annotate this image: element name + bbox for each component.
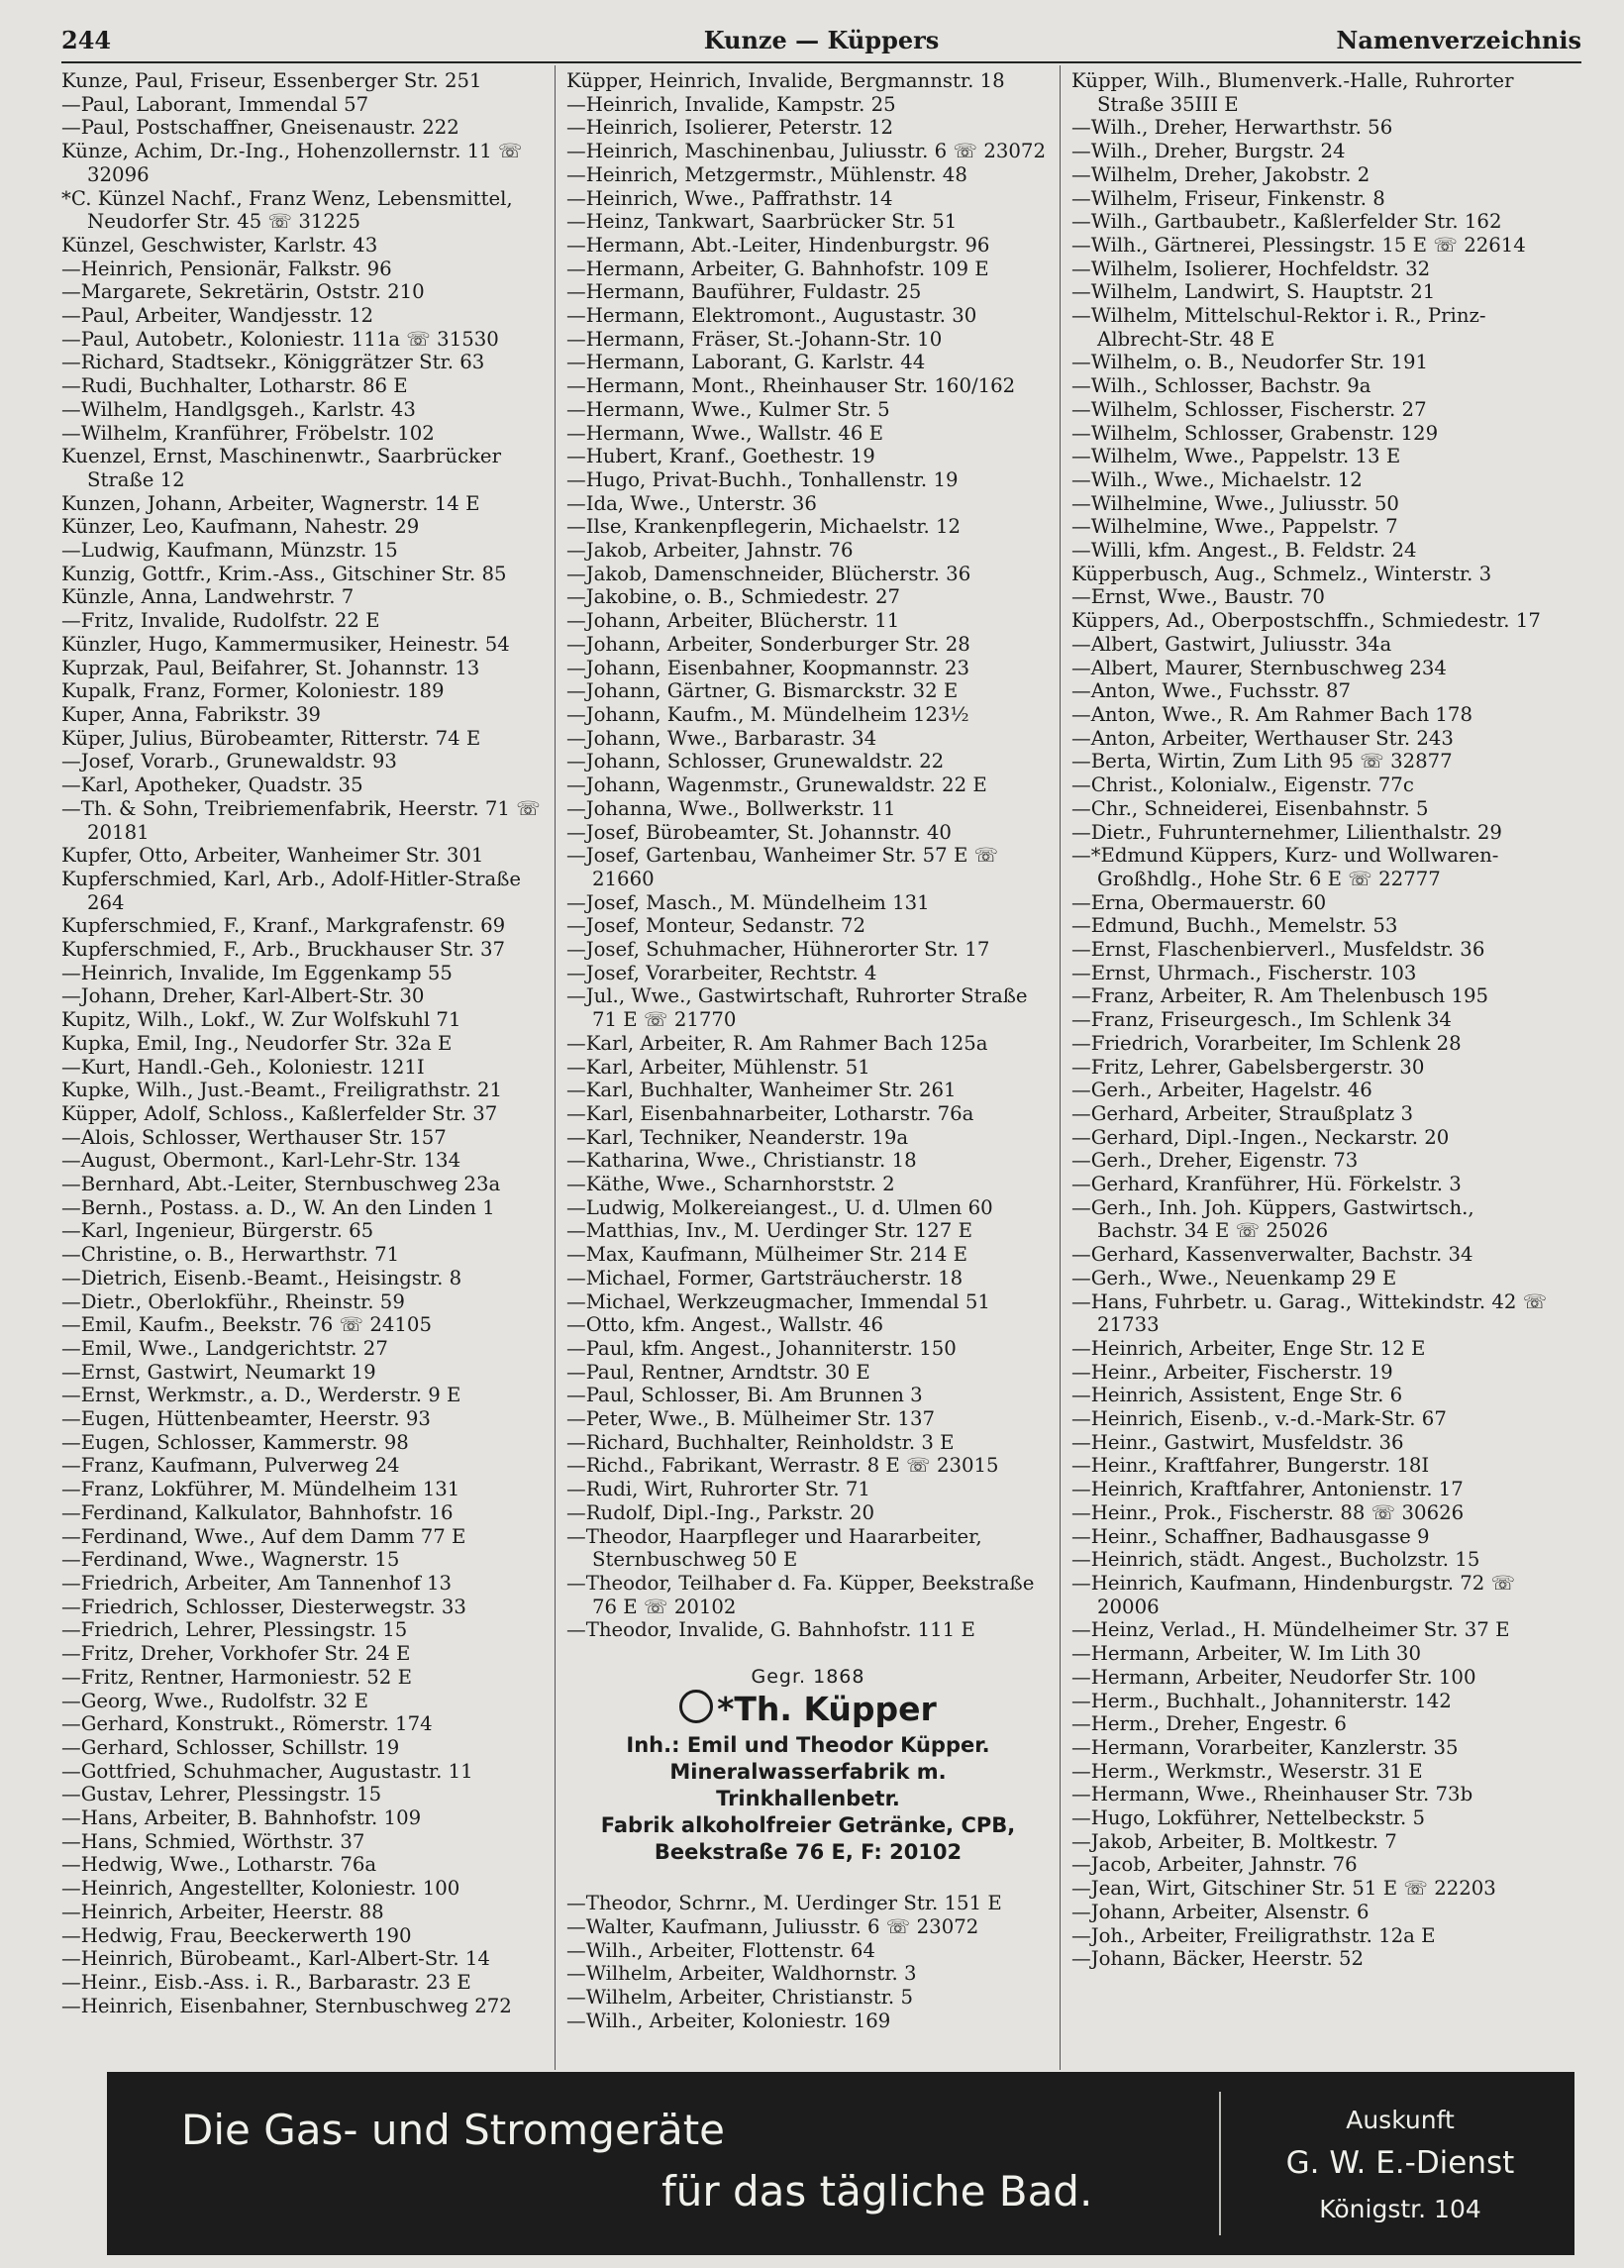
directory-entry: —Anton, Wwe., Fuchsstr. 87 — [1071, 679, 1352, 703]
directory-entry: Künzer, Leo, Kaufmann, Nahestr. 29 — [61, 515, 420, 539]
column-divider — [1060, 65, 1061, 2070]
directory-entry: —Heinrich, Bürobeamt., Karl-Albert-Str. 14 — [61, 1947, 490, 1971]
directory-entry: —Gerhard, Konstrukt., Römerstr. 174 — [61, 1712, 433, 1736]
ad-established: Gegr. 1868 — [751, 1666, 865, 1689]
directory-entry: —Heinrich, Eisenb., v.-d.-Mark-Str. 67 — [1071, 1407, 1447, 1431]
directory-entry: —Katharina, Wwe., Christianstr. 18 — [566, 1149, 917, 1173]
page-header — [61, 20, 1581, 63]
directory-entry: —Gustav, Lehrer, Plessingstr. 15 — [61, 1783, 382, 1806]
directory-entry: —August, Obermont., Karl-Lehr-Str. 134 — [61, 1149, 461, 1173]
directory-entry: —Gerhard, Kranführer, Hü. Förkelstr. 3 — [1071, 1173, 1462, 1196]
directory-entry: —Josef, Masch., M. Mündelheim 131 — [566, 890, 930, 914]
directory-entry: —Wilh., Arbeiter, Koloniestr. 169 — [566, 2009, 891, 2032]
directory-entry: —Anton, Wwe., R. Am Rahmer Bach 178 — [1071, 702, 1472, 726]
page-number: 244 — [61, 26, 112, 54]
directory-entry: —Heinrich, Maschinenbau, Juliusstr. 6 ☏ 23072 — [566, 140, 1046, 163]
directory-entry: Künzle, Anna, Landwehrstr. 7 — [61, 585, 355, 609]
directory-entry: —Rudi, Buchhalter, Lotharstr. 86 E — [61, 374, 408, 398]
directory-entry: —Albert, Gastwirt, Juliusstr. 34a — [1071, 632, 1392, 656]
directory-entry: —Ernst, Gastwirt, Neumarkt 19 — [61, 1360, 376, 1384]
directory-entry: —Johann, Arbeiter, Blücherstr. 11 — [566, 609, 900, 633]
directory-entry: —Fritz, Lehrer, Gabelsbergerstr. 30 — [1071, 1055, 1425, 1079]
directory-entry: —Eugen, Schlosser, Kammerstr. 98 — [61, 1430, 409, 1454]
directory-entry: —Johann, Bäcker, Heerstr. 52 — [1071, 1947, 1365, 1971]
directory-entry: Kuenzel, Ernst, Maschinenwtr., Saarbrücker Straße 12 — [61, 445, 501, 491]
directory-entry: —Johann, Dreher, Karl-Albert-Str. 30 — [61, 984, 425, 1008]
directory-entry: —Walter, Kaufmann, Juliusstr. 6 ☏ 23072 — [566, 1914, 979, 1938]
directory-entry: —Karl, Arbeiter, Mühlenstr. 51 — [566, 1055, 870, 1079]
directory-entry: —Ernst, Flaschenbierverl., Musfeldstr. 36 — [1071, 938, 1485, 962]
directory-entry: —Richard, Buchhalter, Reinholdstr. 3 E — [566, 1430, 955, 1454]
directory-entry: —Gerhard, Arbeiter, Straußplatz 3 — [1071, 1101, 1414, 1125]
directory-entry: —Otto, kfm. Angest., Wallstr. 46 — [566, 1313, 884, 1337]
directory-entry: —Heinr., Eisb.-Ass. i. R., Barbarastr. 23 E — [61, 1970, 471, 1994]
directory-entry: —Heinrich, Isolierer, Peterstr. 12 — [566, 116, 894, 140]
directory-entry: —Heinr., Schaffner, Badhausgasse 9 — [1071, 1524, 1430, 1548]
directory-entry: —Paul, Autobetr., Koloniestr. 111a ☏ 31530 — [61, 327, 499, 351]
directory-entry: —Heinrich, Assistent, Enge Str. 6 — [1071, 1384, 1403, 1407]
directory-entry: —Karl, Techniker, Neanderstr. 19a — [566, 1125, 909, 1149]
directory-entry: —Josef, Vorarb., Grunewaldstr. 93 — [61, 750, 397, 773]
directory-entry: —Heinrich, Metzgermstr., Mühlenstr. 48 — [566, 162, 967, 186]
directory-entry: —Hugo, Privat-Buchh., Tonhallenstr. 19 — [566, 467, 959, 491]
directory-entry: —Friedrich, Vorarbeiter, Im Schlenk 28 — [1071, 1031, 1462, 1055]
directory-entry: Küper, Julius, Bürobeamter, Ritterstr. 74 E — [61, 726, 481, 750]
directory-entry: —Rudolf, Dipl.-Ing., Parkstr. 20 — [566, 1500, 875, 1524]
column-2-entries-bottom — [566, 1892, 1050, 2032]
directory-entry: —Fritz, Invalide, Rudolfstr. 22 E — [61, 609, 380, 633]
directory-entry: —Heinrich, Wwe., Paffrathstr. 14 — [566, 186, 893, 210]
directory-entry: Kunze, Paul, Friseur, Essenberger Str. 251 — [61, 69, 482, 92]
directory-entry: —Ludwig, Molkereiangest., U. d. Ulmen 60 — [566, 1195, 993, 1219]
directory-entry: —Paul, Postschaffner, Gneisenaustr. 222 — [61, 116, 459, 140]
directory-entry: —Wilhelm, Kranführer, Fröbelstr. 102 — [61, 421, 435, 445]
directory-entry: —Rudi, Wirt, Ruhrorter Str. 71 — [566, 1478, 870, 1501]
directory-entry: —Albert, Maurer, Sternbuschweg 234 — [1071, 656, 1447, 679]
directory-entry: —Karl, Eisenbahnarbeiter, Lotharstr. 76a — [566, 1101, 974, 1125]
directory-entry: Kupke, Wilh., Just.-Beamt., Freiligrathstr. 21 — [61, 1079, 503, 1102]
column-1-entries — [61, 69, 545, 2017]
directory-entry: Küpper, Adolf, Schloss., Kaßlerfelder Str. 37 — [61, 1101, 498, 1125]
directory-entry: —Hermann, Laborant, G. Karlstr. 44 — [566, 351, 926, 374]
directory-entry: —Heinr., Kraftfahrer, Bungerstr. 18I — [1071, 1454, 1430, 1478]
directory-entry: —Gerh., Dreher, Eigenstr. 73 — [1071, 1149, 1359, 1173]
directory-entry: Kupferschmied, F., Arb., Bruckhauser Str. 37 — [61, 938, 506, 962]
directory-entry: —Jakobine, o. B., Schmiedestr. 27 — [566, 585, 901, 609]
directory-entry: —Edmund, Buchh., Memelstr. 53 — [1071, 914, 1398, 938]
directory-entry: —Paul, Arbeiter, Wandjesstr. 12 — [61, 304, 374, 328]
directory-entry: —Franz, Kaufmann, Pulverweg 24 — [61, 1454, 400, 1478]
directory-entry: —Jean, Wirt, Gitschiner Str. 51 E ☏ 22203 — [1071, 1877, 1496, 1901]
directory-entry: —Dietr., Fuhrunternehmer, Lilienthalstr. 29 — [1071, 820, 1502, 844]
directory-entry: —Gerh., Inh. Joh. Küppers, Gastwirtsch., Bachstr. 34 E ☏ 25026 — [1071, 1195, 1474, 1243]
directory-entry: —Hermann, Arbeiter, Neudorfer Str. 100 — [1071, 1665, 1476, 1689]
directory-entry: —Karl, Apotheker, Quadstr. 35 — [61, 773, 363, 797]
directory-entry: —Ferdinand, Wwe., Auf dem Damm 77 E — [61, 1524, 466, 1548]
directory-entry: —Bernh., Postass. a. D., W. An den Linden 1 — [61, 1195, 495, 1219]
directory-entry: —Karl, Ingenieur, Bürgerstr. 65 — [61, 1219, 374, 1243]
directory-entry: —*Edmund Küppers, Kurz- und Wollwaren-Großhdlg., Hohe Str. 6 E ☏ 22777 — [1071, 844, 1499, 890]
banner-divider — [1219, 2092, 1221, 2235]
directory-entry: —Emil, Kaufm., Beekstr. 76 ☏ 24105 — [61, 1313, 432, 1337]
directory-entry: —Ludwig, Kaufmann, Münzstr. 15 — [61, 539, 398, 563]
directory-entry: —Jakob, Arbeiter, Jahnstr. 76 — [566, 539, 854, 563]
directory-entry: —Hermann, Abt.-Leiter, Hindenburgstr. 96 — [566, 233, 990, 257]
directory-entry: —Theodor, Schrnr., M. Uerdinger Str. 151 E — [566, 1892, 1002, 1915]
directory-entry: —Margarete, Sekretärin, Oststr. 210 — [61, 280, 425, 304]
directory-entry: —Ilse, Krankenpflegerin, Michaelstr. 12 — [566, 515, 962, 539]
directory-entry: —Paul, Schlosser, Bi. Am Brunnen 3 — [566, 1384, 923, 1407]
directory-entry: —Wilh., Wwe., Michaelstr. 12 — [1071, 467, 1363, 491]
directory-entry: Kupferschmied, F., Kranf., Markgrafenstr. 69 — [61, 914, 506, 938]
directory-entry: Künze, Achim, Dr.-Ing., Hohenzollernstr. 11 ☏ 32096 — [61, 140, 523, 186]
directory-entry: Kuprzak, Paul, Beifahrer, St. Johannstr. 13 — [61, 656, 480, 679]
directory-entry: —Heinrich, Arbeiter, Heerstr. 88 — [61, 1900, 384, 1923]
directory-entry: —Gerh., Arbeiter, Hagelstr. 46 — [1071, 1079, 1372, 1102]
directory-entry: —Paul, Rentner, Arndtstr. 30 E — [566, 1360, 870, 1384]
directory-entry: —Johann, Eisenbahner, Koopmannstr. 23 — [566, 656, 970, 679]
directory-entry: —Christ., Kolonialw., Eigenstr. 77c — [1071, 773, 1414, 797]
advertisement-th-kuepper — [586, 1666, 1030, 1866]
directory-entry: —Gerhard, Kassenverwalter, Bachstr. 34 — [1071, 1243, 1473, 1267]
directory-entry: Küpper, Wilh., Blumenverk.-Halle, Ruhrorter Straße 35III E — [1071, 69, 1514, 116]
directory-entry: —Paul, Laborant, Immendal 57 — [61, 92, 369, 116]
directory-entry: —Wilhelm, Mittelschul-Rektor i. R., Prinz-Albrecht-Str. 48 E — [1071, 304, 1486, 351]
directory-entry: —Hermann, Wwe., Kulmer Str. 5 — [566, 397, 890, 421]
directory-entry: —Christine, o. B., Herwarthstr. 71 — [61, 1243, 400, 1267]
column-2-entries-top — [566, 69, 1050, 1642]
directory-entry: —Wilhelm, Dreher, Jakobstr. 2 — [1071, 162, 1370, 186]
directory-entry: Küppers, Ad., Oberpostschffn., Schmiedestr. 17 — [1071, 609, 1541, 633]
directory-entry: —Wilh., Gärtnerei, Plessingstr. 15 E ☏ 22614 — [1071, 233, 1526, 257]
directory-entry: —Erna, Obermauerstr. 60 — [1071, 890, 1327, 914]
directory-entry: —Alois, Schlosser, Werthauser Str. 157 — [61, 1125, 447, 1149]
emblem-icon — [679, 1690, 713, 1723]
directory-entry: —Dietrich, Eisenb.-Beamt., Heisingstr. 8 — [61, 1266, 462, 1289]
directory-entry: —Gerhard, Schlosser, Schillstr. 19 — [61, 1735, 400, 1759]
directory-entry: —Heinrich, Kaufmann, Hindenburgstr. 72 ☏ 20006 — [1071, 1572, 1516, 1618]
directory-entry: —Franz, Lokführer, M. Mündelheim 131 — [61, 1478, 460, 1501]
directory-entry: —Bernhard, Abt.-Leiter, Sternbuschweg 23a — [61, 1173, 501, 1196]
directory-entry: —Wilh., Dreher, Herwarthstr. 56 — [1071, 116, 1393, 140]
directory-entry: —Dietr., Oberlokführ., Rheinstr. 59 — [61, 1289, 405, 1313]
directory-entry: —Wilhelm, Handlgsgeh., Karlstr. 43 — [61, 397, 416, 421]
directory-entry: —Willi, kfm. Angest., B. Feldstr. 24 — [1071, 539, 1417, 563]
directory-entry: —Heinr., Gastwirt, Musfeldstr. 36 — [1071, 1430, 1404, 1454]
directory-entry: —Wilh., Gartbaubetr., Kaßlerfelder Str. 162 — [1071, 210, 1502, 234]
directory-entry: —Berta, Wirtin, Zum Lith 95 ☏ 32877 — [1071, 750, 1453, 773]
ad-line-1: Mineralwasserfabrik m. Trinkhallenbetr. — [669, 1760, 947, 1811]
directory-entry: —Hermann, Mont., Rheinhauser Str. 160/162 — [566, 374, 1016, 398]
directory-entry: —Wilhelm, Landwirt, S. Hauptstr. 21 — [1071, 280, 1436, 304]
directory-entry: —Franz, Friseurgesch., Im Schlenk 34 — [1071, 1008, 1452, 1032]
directory-entry: —Fritz, Dreher, Vorkhofer Str. 24 E — [61, 1642, 411, 1666]
directory-entry: —Josef, Schuhmacher, Hühnerorter Str. 17 — [566, 938, 990, 962]
directory-entry: —Heinrich, Kraftfahrer, Antonienstr. 17 — [1071, 1478, 1464, 1501]
directory-entry: —Wilhelm, Friseur, Finkenstr. 8 — [1071, 186, 1385, 210]
directory-entry: *C. Künzel Nachf., Franz Wenz, Lebensmittel, Neudorfer Str. 45 ☏ 31225 — [61, 186, 513, 234]
directory-entry: —Michael, Werkzeugmacher, Immendal 51 — [566, 1289, 990, 1313]
directory-entry: —Hans, Arbeiter, B. Bahnhofstr. 109 — [61, 1806, 422, 1830]
directory-entry: —Hermann, Wwe., Wallstr. 46 E — [566, 421, 884, 445]
section-title: Namenverzeichnis — [1336, 26, 1581, 54]
directory-entry: —Friedrich, Schlosser, Diesterwegstr. 33 — [61, 1595, 466, 1618]
directory-entry: —Hermann, Vorarbeiter, Kanzlerstr. 35 — [1071, 1735, 1459, 1759]
directory-entry: Künzel, Geschwister, Karlstr. 43 — [61, 233, 378, 257]
directory-entry: —Emil, Wwe., Landgerichtstr. 27 — [61, 1336, 388, 1360]
directory-entry: Küpper, Heinrich, Invalide, Bergmannstr. 18 — [566, 69, 1005, 92]
ad-line-2: Fabrik alkoholfreier Getränke, CPB, — [600, 1813, 1016, 1838]
directory-entry: —Herm., Buchhalt., Johanniterstr. 142 — [1071, 1689, 1452, 1712]
directory-entry: —Jakob, Arbeiter, B. Moltkestr. 7 — [1071, 1829, 1397, 1853]
directory-entry: Kupka, Emil, Ing., Neudorfer Str. 32a E — [61, 1031, 453, 1055]
directory-entry: —Johann, Wagenmstr., Grunewaldstr. 22 E — [566, 773, 987, 797]
directory-entry: —Herm., Werkmstr., Weserstr. 31 E — [1071, 1759, 1423, 1783]
directory-entry: —Theodor, Haarpfleger und Haararbeiter, Sternbuschweg 50 E — [566, 1524, 982, 1572]
directory-entry: —Heinrich, Pensionär, Falkstr. 96 — [61, 257, 392, 280]
directory-entry: —Friedrich, Arbeiter, Am Tannenhof 13 — [61, 1572, 453, 1595]
directory-entry: Küpperbusch, Aug., Schmelz., Winterstr. 3 — [1071, 562, 1492, 585]
directory-entry: —Johann, Wwe., Barbarastr. 34 — [566, 726, 877, 750]
directory-entry: —Wilhelm, o. B., Neudorfer Str. 191 — [1071, 351, 1429, 374]
directory-entry: —Friedrich, Lehrer, Plessingstr. 15 — [61, 1618, 408, 1642]
directory-entry: Kunzen, Johann, Arbeiter, Wagnerstr. 14 E — [61, 491, 480, 515]
directory-entry: —Franz, Arbeiter, R. Am Thelenbusch 195 — [1071, 984, 1489, 1008]
directory-entry: —Ernst, Wwe., Baustr. 70 — [1071, 585, 1325, 609]
directory-entry: —Heinz, Verlad., H. Mündelheimer Str. 37 E — [1071, 1618, 1510, 1642]
directory-entry: —Hans, Fuhrbetr. u. Garag., Wittekindstr. 42 ☏ 21733 — [1071, 1289, 1548, 1337]
directory-entry: —Hedwig, Wwe., Lotharstr. 76a — [61, 1853, 377, 1877]
column-3 — [1071, 69, 1555, 2066]
directory-entry: —Georg, Wwe., Rudolfstr. 32 E — [61, 1689, 368, 1712]
banner-line-1: Die Gas- und Stromgeräte — [181, 2106, 726, 2154]
directory-entry: —Ernst, Uhrmach., Fischerstr. 103 — [1071, 961, 1417, 984]
directory-entry: —Wilhelm, Wwe., Pappelstr. 13 E — [1071, 445, 1401, 468]
ad-firm-name — [586, 1690, 1030, 1728]
directory-entry: —Hermann, Elektromont., Augustastr. 30 — [566, 304, 977, 328]
directory-entry: —Richard, Stadtsekr., Königgrätzer Str. 63 — [61, 351, 485, 374]
directory-entry: —Heinrich, Eisenbahner, Sternbuschweg 272 — [61, 1994, 512, 2017]
directory-entry: —Johanna, Wwe., Bollwerkstr. 11 — [566, 796, 896, 820]
directory-entry: Kunzig, Gottfr., Krim.-Ass., Gitschiner Str. 85 — [61, 562, 507, 585]
directory-entry: —Wilhelm, Arbeiter, Christianstr. 5 — [566, 1985, 913, 2009]
directory-entry: —Wilhelm, Schlosser, Fischerstr. 27 — [1071, 397, 1427, 421]
directory-entry: —Wilhelm, Arbeiter, Waldhornstr. 3 — [566, 1962, 917, 1986]
directory-entry: —Matthias, Inv., M. Uerdinger Str. 127 E — [566, 1219, 972, 1243]
directory-entry: —Peter, Wwe., B. Mülheimer Str. 137 — [566, 1407, 936, 1431]
directory-entry: Künzler, Hugo, Kammermusiker, Heinestr. 54 — [61, 632, 510, 656]
directory-entry: —Eugen, Hüttenbeamter, Heerstr. 93 — [61, 1407, 431, 1431]
directory-entry: —Heinrich, Arbeiter, Enge Str. 12 E — [1071, 1336, 1426, 1360]
directory-entry: —Heinrich, Invalide, Kampstr. 25 — [566, 92, 896, 116]
directory-entry: —Wilhelm, Isolierer, Hochfeldstr. 32 — [1071, 257, 1431, 280]
directory-entry: Kupitz, Wilh., Lokf., W. Zur Wolfskuhl 71 — [61, 1008, 461, 1032]
directory-entry: —Käthe, Wwe., Scharnhorststr. 2 — [566, 1173, 895, 1196]
directory-entry: —Hermann, Bauführer, Fuldastr. 25 — [566, 280, 922, 304]
directory-entry: —Wilhelm, Schlosser, Grabenstr. 129 — [1071, 421, 1439, 445]
running-head: Kunze — Küppers — [703, 26, 940, 54]
directory-entry: —Johann, Arbeiter, Alsenstr. 6 — [1071, 1900, 1370, 1923]
directory-entry: Kupferschmied, Karl, Arb., Adolf-Hitler-Straße 264 — [61, 867, 522, 914]
directory-entry: —Johann, Arbeiter, Sonderburger Str. 28 — [566, 632, 970, 656]
directory-entry: —Theodor, Invalide, G. Bahnhofstr. 111 E — [566, 1618, 975, 1642]
directory-entry: —Hedwig, Frau, Beeckerwerth 190 — [61, 1923, 412, 1947]
directory-entry: —Jacob, Arbeiter, Jahnstr. 76 — [1071, 1853, 1358, 1877]
directory-entry: —Karl, Buchhalter, Wanheimer Str. 261 — [566, 1079, 957, 1102]
directory-entry: —Heinrich, Angestellter, Koloniestr. 100 — [61, 1877, 460, 1901]
banner-line-2: für das tägliche Bad. — [661, 2167, 1093, 2216]
directory-entry: —Theodor, Teilhaber d. Fa. Küpper, Beekstraße 76 E ☏ 20102 — [566, 1572, 1035, 1618]
banner-address: Königstr. 104 — [1319, 2195, 1481, 2223]
column-2 — [566, 69, 1050, 2066]
directory-entry: —Jakob, Damenschneider, Blücherstr. 36 — [566, 562, 971, 585]
directory-entry: Kuper, Anna, Fabrikstr. 39 — [61, 702, 321, 726]
directory-entry: —Ferdinand, Wwe., Wagnerstr. 15 — [61, 1548, 400, 1572]
directory-entry: —Johann, Schlosser, Grunewaldstr. 22 — [566, 750, 945, 773]
directory-entry: —Wilhelmine, Wwe., Juliusstr. 50 — [1071, 491, 1399, 515]
directory-entry: —Heinrich, Invalide, Im Eggenkamp 55 — [61, 961, 453, 984]
directory-entry: —Josef, Gartenbau, Wanheimer Str. 57 E ☏ 21660 — [566, 844, 999, 890]
directory-entry: —Herm., Dreher, Engestr. 6 — [1071, 1712, 1347, 1736]
directory-entry: —Gerh., Wwe., Neuenkamp 29 E — [1071, 1266, 1397, 1289]
directory-entry: —Ernst, Werkmstr., a. D., Werderstr. 9 E — [61, 1384, 461, 1407]
directory-entry: Kupalk, Franz, Former, Koloniestr. 189 — [61, 679, 445, 703]
directory-entry: —Josef, Vorarbeiter, Rechtstr. 4 — [566, 961, 877, 984]
banner-service-name: G. W. E.-Dienst — [1285, 2145, 1515, 2181]
advertisement-banner — [107, 2072, 1574, 2255]
directory-entry: —Hermann, Fräser, St.-Johann-Str. 10 — [566, 327, 943, 351]
directory-entry: —Joh., Arbeiter, Freiligrathstr. 12a E — [1071, 1923, 1436, 1947]
column-divider — [555, 65, 556, 2070]
directory-entry: —Hans, Schmied, Wörthstr. 37 — [61, 1829, 365, 1853]
directory-entry: —Kurt, Handl.-Geh., Koloniestr. 121I — [61, 1055, 425, 1079]
ad-firm-text: *Th. Küpper — [717, 1690, 937, 1729]
directory-entry: —Max, Kaufmann, Mülheimer Str. 214 E — [566, 1243, 968, 1267]
directory-entry: —Th. & Sohn, Treibriemenfabrik, Heerstr. 71 ☏ 20181 — [61, 796, 541, 844]
directory-entry: —Heinr., Arbeiter, Fischerstr. 19 — [1071, 1360, 1393, 1384]
directory-entry: —Johann, Gärtner, G. Bismarckstr. 32 E — [566, 679, 959, 703]
directory-entry: —Jul., Wwe., Gastwirtschaft, Ruhrorter Straße 71 E ☏ 21770 — [566, 984, 1028, 1032]
ad-owners: Inh.: Emil und Theodor Küpper. — [626, 1733, 990, 1758]
directory-entry: —Chr., Schneiderei, Eisenbahnstr. 5 — [1071, 796, 1429, 820]
directory-entry: —Hubert, Kranf., Goethestr. 19 — [566, 445, 875, 468]
directory-entry: —Karl, Arbeiter, R. Am Rahmer Bach 125a — [566, 1031, 988, 1055]
directory-entry: —Hermann, Arbeiter, W. Im Lith 30 — [1071, 1642, 1421, 1666]
column-1 — [61, 69, 545, 2066]
directory-entry: —Ferdinand, Kalkulator, Bahnhofstr. 16 — [61, 1500, 454, 1524]
banner-info-label: Auskunft — [1346, 2106, 1455, 2134]
directory-entry: —Hermann, Wwe., Rheinhauser Str. 73b — [1071, 1783, 1473, 1806]
directory-entry: —Heinr., Prok., Fischerstr. 88 ☏ 30626 — [1071, 1500, 1465, 1524]
directory-entry: —Hugo, Lokführer, Nettelbeckstr. 5 — [1071, 1806, 1425, 1830]
directory-entry: —Anton, Arbeiter, Werthauser Str. 243 — [1071, 726, 1454, 750]
directory-entry: —Johann, Kaufm., M. Mündelheim 123½ — [566, 702, 969, 726]
column-3-entries — [1071, 69, 1555, 1971]
directory-entry: —Gerhard, Dipl.-Ingen., Neckarstr. 20 — [1071, 1125, 1450, 1149]
directory-entry: —Wilhelmine, Wwe., Pappelstr. 7 — [1071, 515, 1398, 539]
directory-entry: —Josef, Bürobeamter, St. Johannstr. 40 — [566, 820, 952, 844]
directory-entry: —Josef, Monteur, Sedanstr. 72 — [566, 914, 865, 938]
directory-entry: —Michael, Former, Gartsträucherstr. 18 — [566, 1266, 964, 1289]
directory-entry: —Richd., Fabrikant, Werrastr. 8 E ☏ 23015 — [566, 1454, 999, 1478]
directory-entry: —Ida, Wwe., Unterstr. 36 — [566, 491, 817, 515]
directory-entry: Kupfer, Otto, Arbeiter, Wanheimer Str. 301 — [61, 844, 484, 868]
directory-entry: —Hermann, Arbeiter, G. Bahnhofstr. 109 E — [566, 257, 989, 280]
directory-entry: —Fritz, Rentner, Harmoniestr. 52 E — [61, 1665, 412, 1689]
directory-entry: —Gottfried, Schuhmacher, Augustastr. 11 — [61, 1759, 473, 1783]
directory-entry: —Heinrich, städt. Angest., Bucholzstr. 15 — [1071, 1548, 1480, 1572]
directory-entry: —Wilh., Dreher, Burgstr. 24 — [1071, 140, 1346, 163]
directory-entry: —Heinz, Tankwart, Saarbrücker Str. 51 — [566, 210, 958, 234]
directory-entry: —Paul, kfm. Angest., Johanniterstr. 150 — [566, 1336, 957, 1360]
directory-entry: —Wilh., Arbeiter, Flottenstr. 64 — [566, 1938, 875, 1962]
directory-entry: —Wilh., Schlosser, Bachstr. 9a — [1071, 374, 1371, 398]
ad-line-3: Beekstraße 76 E, F: 20102 — [654, 1840, 963, 1865]
